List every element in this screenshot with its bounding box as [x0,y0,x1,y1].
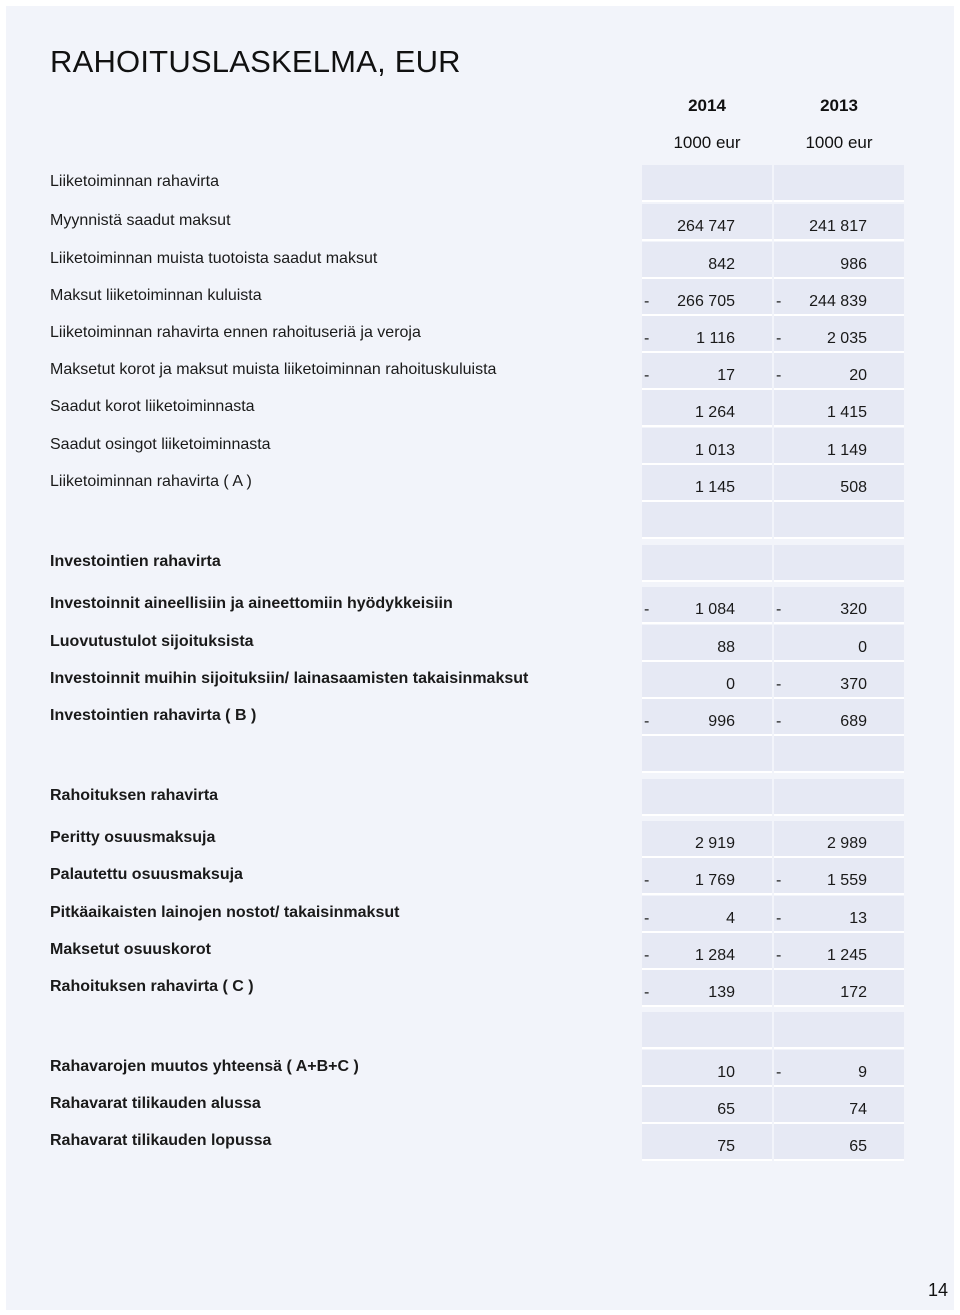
year-2014-value: 1 264 [694,404,735,421]
year-2013-sign: - [776,293,782,310]
year-2014-sign: - [644,293,650,310]
row-label: Liiketoiminnan rahavirta ennen rahoituseriä ja veroja [50,324,421,341]
year-2013-value: 986 [840,256,867,273]
year-2014-value: 264 747 [677,218,735,235]
year-2013-value: 65 [849,1138,867,1155]
row-label: Rahavarojen muutos yhteensä ( A+B+C ) [50,1058,359,1075]
row-label: Investointien rahavirta ( B ) [50,707,257,724]
value-cell-bg [774,1124,904,1161]
section-heading: Investointien rahavirta [50,553,221,570]
row-label: Maksetut korot ja maksut muista liiketoiminnan rahoituskuluista [50,361,497,378]
value-cell-bg [642,779,772,816]
year-2013-value: 370 [840,676,867,693]
page-number: 14 [927,1280,948,1300]
row-label: Investoinnit muihin sijoituksiin/ lainasaamisten takaisinmaksut [50,670,529,687]
row-label: Luovutustulot sijoituksista [50,633,254,650]
row-label: Liiketoiminnan muista tuotoista saadut maksut [50,250,378,267]
row-label: Maksetut osuuskorot [50,941,211,958]
year-2013-value: 320 [840,601,867,618]
value-cell-bg [774,896,904,933]
value-cell-bg [642,662,772,699]
value-cell-bg [642,545,772,582]
year-2013-sign: - [776,910,782,927]
value-cell-bg [774,779,904,816]
year-2013-sign: - [776,872,782,889]
year-2014-value: 0 [726,676,735,693]
value-cell-bg [774,1050,904,1087]
year-2013-value: 9 [858,1064,867,1081]
year-2014-sign: - [644,367,650,384]
value-cell-bg [774,625,904,662]
value-cell-bg [774,502,904,539]
value-cell-bg [774,242,904,279]
value-cell-bg [774,699,904,736]
year-2014-value: 842 [708,256,735,273]
value-cell-bg [642,242,772,279]
year-2013-sign: - [776,713,782,730]
year-2013-value: 2 035 [826,330,867,347]
value-cell-bg [774,736,904,773]
unit-2014-header: 1000 eur [673,133,741,152]
unit-2013-header: 1000 eur [805,133,873,152]
value-cell-bg [642,353,772,390]
year-2014-value: 88 [717,639,735,656]
year-2014-sign: - [644,330,650,347]
year-2014-value: 4 [726,910,735,927]
row-label: Saadut osingot liiketoiminnasta [50,436,271,453]
year-2014-value: 1 116 [696,330,735,347]
value-cell-bg [774,545,904,582]
row-label: Liiketoiminnan rahavirta ( A ) [50,473,252,490]
value-cell-bg [774,587,904,624]
value-cell-bg [774,1012,904,1049]
year-2013-value: 2 989 [826,835,867,852]
value-cell-bg [642,1124,772,1161]
year-2013-value: 13 [849,910,867,927]
value-cell-bg [642,970,772,1007]
row-label: Saadut korot liiketoiminnasta [50,398,255,415]
year-2014-value: 139 [708,984,735,1001]
year-2013-value: 689 [840,713,867,730]
year-2014-header: 2014 [688,96,726,115]
year-2013-value: 241 817 [809,218,867,235]
year-2014-value: 266 705 [677,293,735,310]
year-2014-value: 10 [717,1064,735,1081]
year-2014-sign: - [644,601,650,618]
year-2014-value: 1 084 [694,601,735,618]
year-2013-sign: - [776,601,782,618]
value-cell-bg [642,1012,772,1049]
year-2013-value: 1 415 [826,404,867,421]
year-2013-value: 20 [849,367,867,384]
year-2014-value: 75 [717,1138,735,1155]
value-cell-bg [642,699,772,736]
year-2014-value: 1 145 [694,479,735,496]
value-cell-bg [774,465,904,502]
year-2013-header: 2013 [820,96,858,115]
row-label: Rahavarat tilikauden alussa [50,1095,261,1112]
year-2014-sign: - [644,713,650,730]
row-label: Maksut liiketoiminnan kuluista [50,287,262,304]
year-2013-value: 74 [849,1101,867,1118]
value-cell-bg [642,502,772,539]
year-2014-sign: - [644,872,650,889]
year-2014-value: 65 [717,1101,735,1118]
value-cell-bg [774,662,904,699]
year-2014-value: 1 769 [694,872,735,889]
year-2013-value: 172 [840,984,867,1001]
year-2014-sign: - [644,984,650,1001]
year-2013-value: 0 [858,639,867,656]
value-cell-bg [774,165,904,202]
year-2014-value: 1 013 [694,442,735,459]
value-cell-bg [642,1050,772,1087]
value-cell-bg [642,736,772,773]
row-label: Pitkäaikaisten lainojen nostot/ takaisinmaksut [50,904,400,921]
row-label: Investoinnit aineellisiin ja aineettomiin hyödykkeisiin [50,595,453,612]
year-2014-value: 1 284 [694,947,735,964]
year-2014-value: 17 [717,367,735,384]
year-2014-sign: - [644,910,650,927]
row-label: Peritty osuusmaksuja [50,829,216,846]
year-2013-value: 1 559 [826,872,867,889]
year-2013-value: 1 149 [826,442,867,459]
year-2014-value: 2 919 [694,835,735,852]
year-2014-value: 996 [708,713,735,730]
value-cell-bg [774,970,904,1007]
row-label: Myynnistä saadut maksut [50,212,231,229]
year-2013-sign: - [776,367,782,384]
value-cell-bg [642,896,772,933]
year-2013-sign: - [776,330,782,347]
row-label: Rahavarat tilikauden lopussa [50,1132,272,1149]
year-2013-value: 1 245 [826,947,867,964]
section-heading: Rahoituksen rahavirta [50,787,219,804]
page-title: RAHOITUSLASKELMA, EUR [50,44,461,79]
year-2013-sign: - [776,1064,782,1081]
year-2014-sign: - [644,947,650,964]
year-2013-value: 244 839 [809,293,867,310]
section-heading: Liiketoiminnan rahavirta [50,173,219,190]
year-2013-sign: - [776,947,782,964]
row-label: Palautettu osuusmaksuja [50,866,243,883]
year-2013-value: 508 [840,479,867,496]
value-cell-bg [642,1087,772,1124]
value-cell-bg [774,1087,904,1124]
row-label: Rahoituksen rahavirta ( C ) [50,978,254,995]
value-cell-bg [642,625,772,662]
value-cell-bg [774,353,904,390]
value-cell-bg [642,165,772,202]
year-2013-sign: - [776,676,782,693]
